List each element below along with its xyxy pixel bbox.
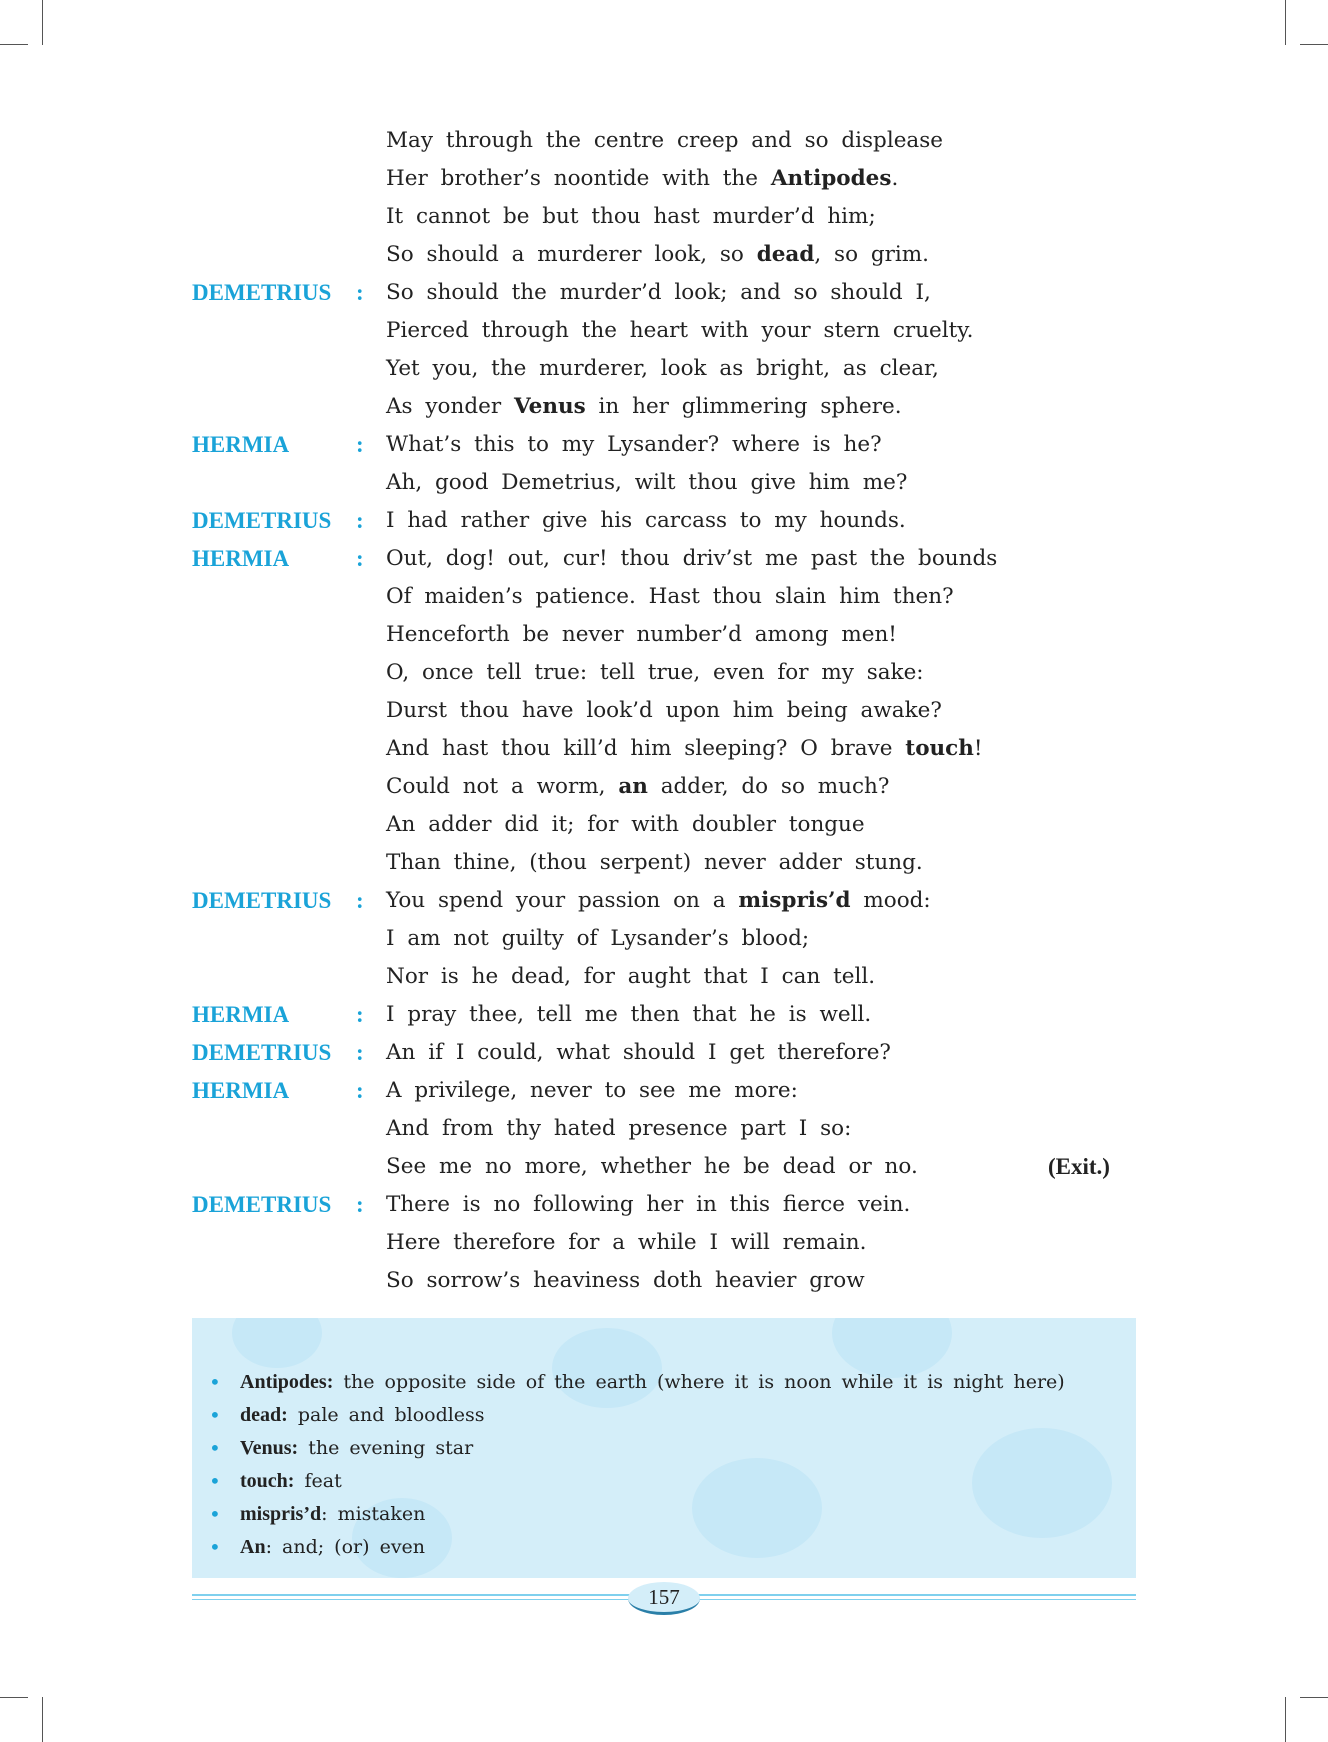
- bullet-icon: •: [209, 1535, 221, 1559]
- dialogue-line: [0, 806, 1328, 844]
- dialogue-line: [0, 122, 1328, 160]
- verse-text: [386, 236, 929, 274]
- crop-mark: [0, 44, 28, 45]
- glossary-definition: feat: [294, 1470, 342, 1492]
- glossary-definition: : and; (or) even: [265, 1536, 426, 1558]
- verse-fragment: So should a murderer look, so: [386, 242, 757, 267]
- verse-fragment: Pierced through the heart with your stern cruelty.: [386, 318, 974, 343]
- verse-text: [386, 920, 809, 958]
- verse-fragment: And from thy hated presence part I so:: [386, 1116, 852, 1141]
- verse-text: [386, 616, 897, 654]
- verse-fragment: As yonder: [386, 394, 514, 419]
- verse-fragment: There is no following her in this fierce vein.: [386, 1192, 911, 1217]
- dialogue-line: [0, 730, 1328, 768]
- verse-text: [386, 122, 943, 160]
- verse-fragment: O, once tell true: tell true, even for my sake:: [386, 660, 924, 685]
- glossary-term: mispris’d: [240, 1503, 322, 1525]
- dialogue-line: [0, 1148, 1328, 1186]
- crop-mark: [1285, 1697, 1286, 1742]
- verse-fragment: So sorrow’s heaviness doth heavier grow: [386, 1268, 865, 1293]
- verse-fragment: Of maiden’s patience. Hast thou slain him then?: [386, 584, 954, 609]
- dialogue-line: [0, 1224, 1328, 1262]
- verse-fragment: Nor is he dead, for aught that I can tell.: [386, 964, 876, 989]
- verse-fragment: Could not a worm,: [386, 774, 619, 799]
- glossary-list: [192, 1366, 1065, 1564]
- dialogue-line: [0, 540, 1328, 578]
- speaker-colon: :: [356, 432, 364, 457]
- speaker-colon: :: [356, 1192, 364, 1217]
- glossed-word: an: [618, 774, 648, 799]
- verse-text: [386, 1034, 891, 1072]
- verse-fragment: An adder did it; for with doubler tongue: [386, 812, 865, 837]
- verse-fragment: You spend your passion on a: [386, 888, 739, 913]
- speaker-colon: :: [356, 1002, 364, 1027]
- dialogue-line: [0, 160, 1328, 198]
- glossary-term: An: [240, 1536, 266, 1558]
- crop-mark: [42, 0, 43, 45]
- dialogue-line: [0, 958, 1328, 996]
- dialogue-line: [0, 1072, 1328, 1110]
- glossary-definition: : mistaken: [321, 1503, 426, 1525]
- dialogue-line: [0, 426, 1328, 464]
- glossary-item: [192, 1399, 1065, 1432]
- dialogue-line: [0, 274, 1328, 312]
- dialogue-line: [0, 844, 1328, 882]
- dialogue-line: [0, 350, 1328, 388]
- crop-mark: [0, 1697, 28, 1698]
- verse-fragment: A privilege, never to see me more:: [386, 1078, 798, 1103]
- bullet-icon: •: [209, 1502, 221, 1526]
- verse-fragment: What’s this to my Lysander? where is he?: [386, 432, 882, 457]
- speaker-colon: :: [356, 508, 364, 533]
- verse-fragment: See me no more, whether he be dead or no.: [386, 1154, 918, 1179]
- verse-fragment: I am not guilty of Lysander’s blood;: [386, 926, 810, 951]
- dialogue-line: [0, 920, 1328, 958]
- verse-fragment: It cannot be but thou hast murder’d him;: [386, 204, 876, 229]
- verse-fragment: Henceforth be never number’d among men!: [386, 622, 897, 647]
- verse-text: [386, 312, 973, 350]
- glossed-word: Venus: [513, 394, 586, 419]
- verse-fragment: Here therefore for a while I will remain.: [386, 1230, 867, 1255]
- dialogue-line: [0, 1186, 1328, 1224]
- verse-text: [386, 1186, 910, 1224]
- glossary-term: Venus:: [240, 1437, 299, 1459]
- glossary-item: [192, 1465, 1065, 1498]
- speaker-name: DEMETRIUS: [192, 280, 332, 305]
- verse-text: [386, 502, 906, 540]
- crop-mark: [1300, 44, 1328, 45]
- glossary-item: [192, 1432, 1065, 1465]
- verse-text: [386, 1110, 851, 1148]
- dialogue-line: [0, 312, 1328, 350]
- verse-text: [386, 426, 882, 464]
- glossary-item: [192, 1498, 1065, 1531]
- verse-fragment: Yet you, the murderer, look as bright, as clear,: [386, 356, 939, 381]
- crop-mark: [1285, 0, 1286, 45]
- stage-direction: (Exit.): [1048, 1154, 1110, 1179]
- verse-text: [386, 730, 983, 768]
- speaker-colon: :: [356, 888, 364, 913]
- speaker-colon: :: [356, 1078, 364, 1103]
- verse-text: [386, 692, 942, 730]
- glossed-word: dead: [756, 242, 815, 267]
- glossary-definition: pale and bloodless: [287, 1404, 485, 1426]
- verse-fragment: I pray thee, tell me then that he is well.: [386, 1002, 872, 1027]
- dialogue-line: [0, 388, 1328, 426]
- glossary-item: [192, 1531, 1065, 1564]
- glossary-term: Antipodes:: [240, 1371, 334, 1393]
- crop-mark: [42, 1697, 43, 1742]
- verse-text: [386, 844, 923, 882]
- verse-fragment: An if I could, what should I get therefore?: [386, 1040, 891, 1065]
- glossed-word: touch: [905, 736, 974, 761]
- verse-text: [386, 540, 997, 578]
- verse-text: [386, 160, 898, 198]
- speaker-name: DEMETRIUS: [192, 888, 332, 913]
- speaker-colon: :: [356, 1040, 364, 1065]
- verse-fragment: !: [973, 736, 983, 761]
- verse-text: [386, 1224, 866, 1262]
- bullet-icon: •: [209, 1469, 221, 1493]
- verse-fragment: And hast thou kill’d him sleeping? O brave: [386, 736, 906, 761]
- verse-text: [386, 1262, 865, 1300]
- play-dialogue: [0, 122, 1328, 1300]
- dialogue-line: [0, 768, 1328, 806]
- verse-text: [386, 1072, 798, 1110]
- dialogue-line: [0, 198, 1328, 236]
- dialogue-line: [0, 996, 1328, 1034]
- verse-text: [386, 350, 939, 388]
- dialogue-line: [0, 236, 1328, 274]
- glossed-word: mispris’d: [738, 888, 851, 913]
- speaker-colon: :: [356, 546, 364, 571]
- verse-text: [386, 464, 907, 502]
- verse-fragment: Her brother’s noontide with the: [386, 166, 771, 191]
- verse-fragment: in her glimmering sphere.: [585, 394, 902, 419]
- verse-text: [386, 882, 931, 920]
- glossary-term: touch:: [240, 1470, 295, 1492]
- speaker-name: HERMIA: [192, 1078, 290, 1103]
- verse-text: [386, 654, 924, 692]
- speaker-name: DEMETRIUS: [192, 1040, 332, 1065]
- verse-text: [386, 806, 865, 844]
- verse-fragment: Out, dog! out, cur! thou driv’st me past the bounds: [386, 546, 998, 571]
- verse-text: [386, 578, 954, 616]
- dialogue-line: [0, 464, 1328, 502]
- glossed-word: Antipodes: [770, 166, 892, 191]
- verse-fragment: Durst thou have look’d upon him being awake?: [386, 698, 942, 723]
- dialogue-line: [0, 1262, 1328, 1300]
- dialogue-line: [0, 1034, 1328, 1072]
- verse-fragment: Ah, good Demetrius, wilt thou give him me?: [386, 470, 908, 495]
- glossary-term: dead:: [240, 1404, 288, 1426]
- speaker-colon: :: [356, 280, 364, 305]
- verse-text: [386, 958, 875, 996]
- bullet-icon: •: [209, 1370, 221, 1394]
- bullet-icon: •: [209, 1436, 221, 1460]
- verse-text: [386, 1148, 918, 1186]
- dialogue-line: [0, 616, 1328, 654]
- glossary-item: [192, 1366, 1065, 1399]
- speaker-name: DEMETRIUS: [192, 1192, 332, 1217]
- glossary-definition: the opposite side of the earth (where it is noon while it is night here): [333, 1371, 1065, 1393]
- speaker-name: DEMETRIUS: [192, 508, 332, 533]
- verse-fragment: Than thine, (thou serpent) never adder stung.: [386, 850, 923, 875]
- dialogue-line: [0, 692, 1328, 730]
- verse-text: [386, 198, 876, 236]
- dialogue-line: [0, 654, 1328, 692]
- page-number: 157: [628, 1582, 700, 1615]
- verse-text: [386, 388, 902, 426]
- glossary-box: [192, 1318, 1136, 1578]
- decorative-rose: [232, 1318, 322, 1368]
- dialogue-line: [0, 882, 1328, 920]
- verse-fragment: mood:: [850, 888, 931, 913]
- speaker-name: HERMIA: [192, 546, 290, 571]
- page-footer: [192, 1582, 1136, 1612]
- speaker-name: HERMIA: [192, 1002, 290, 1027]
- dialogue-line: [0, 1110, 1328, 1148]
- verse-fragment: I had rather give his carcass to my hounds.: [386, 508, 906, 533]
- verse-fragment: So should the murder’d look; and so should I,: [386, 280, 931, 305]
- verse-fragment: .: [891, 166, 899, 191]
- dialogue-line: [0, 578, 1328, 616]
- dialogue-line: [0, 502, 1328, 540]
- crop-mark: [1300, 1697, 1328, 1698]
- verse-text: [386, 768, 889, 806]
- bullet-icon: •: [209, 1403, 221, 1427]
- verse-fragment: May through the centre creep and so displease: [386, 128, 943, 153]
- verse-fragment: , so grim.: [814, 242, 930, 267]
- verse-text: [386, 996, 871, 1034]
- speaker-name: HERMIA: [192, 432, 290, 457]
- glossary-definition: the evening star: [298, 1437, 474, 1459]
- verse-fragment: adder, do so much?: [647, 774, 890, 799]
- verse-text: [386, 274, 931, 312]
